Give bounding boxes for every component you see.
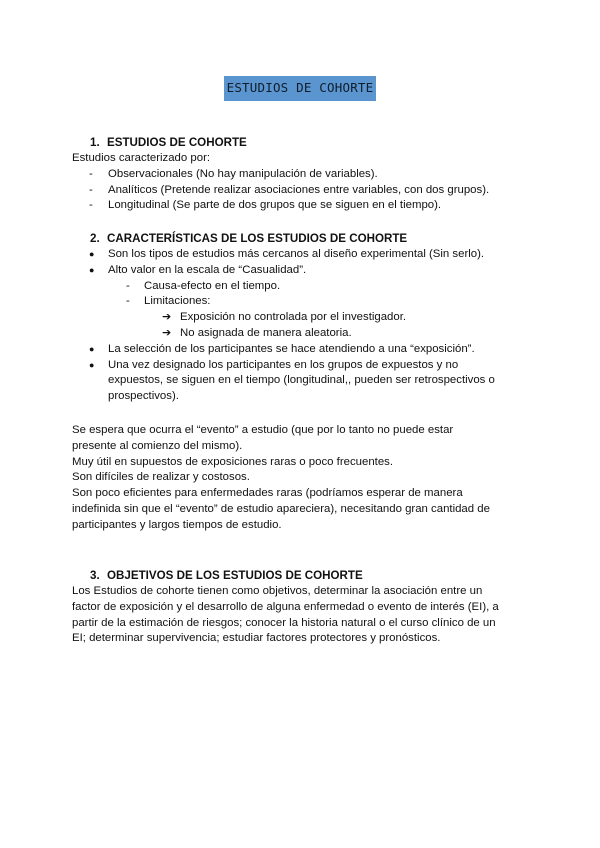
paragraph-line: Los Estudios de cohorte tienen como objetivos, determinar la asociación entre un xyxy=(72,585,483,597)
bullet-icon: ● xyxy=(89,343,95,354)
paragraph-line: participantes y largos tiempos de estudio. xyxy=(72,518,282,531)
paragraph-line: presente al comienzo del mismo). xyxy=(72,439,243,452)
section-2-heading xyxy=(72,231,532,247)
arrow-right-icon: ➔ xyxy=(162,326,172,339)
section-3-heading xyxy=(72,568,532,584)
list-item xyxy=(72,358,532,405)
bullet-icon: ● xyxy=(89,264,95,275)
section-3-number: 3. xyxy=(90,569,100,582)
list-item-text: Longitudinal (Se parte de dos grupos que se siguen en el tiempo). xyxy=(108,199,442,212)
sub-list-item xyxy=(72,279,532,295)
paragraph-line: Muy útil en supuestos de exposiciones raras o poco frecuentes. xyxy=(72,455,394,468)
section-1-number: 1. xyxy=(90,136,100,149)
list-item-text: Alto valor en la escala de “Casualidad”. xyxy=(108,263,307,276)
list-item-text: Analíticos (Pretende realizar asociaciones entre variables, con dos grupos). xyxy=(108,183,490,196)
list-item xyxy=(72,247,532,263)
arrow-right-icon: ➔ xyxy=(162,311,172,324)
list-item xyxy=(72,342,532,358)
section-2-number: 2. xyxy=(90,232,100,245)
dash-marker: - xyxy=(89,183,93,196)
sub-list-item-text: Limitaciones: xyxy=(144,295,211,308)
section-1-list xyxy=(72,167,532,214)
title-container xyxy=(0,76,600,101)
list-item-text-line: prospectivos). xyxy=(108,390,179,403)
list-item xyxy=(72,263,532,342)
paragraph-line: indefinida sin que el “evento” de estudio apareciera), necesitando gran cantidad de xyxy=(72,502,490,515)
sub-list xyxy=(108,279,532,311)
dash-marker: - xyxy=(126,295,130,308)
dash-marker: - xyxy=(89,199,93,212)
section-1 xyxy=(72,135,532,214)
notes-paragraph xyxy=(72,423,532,534)
arrow-list-item xyxy=(72,326,532,342)
bullet-icon: ● xyxy=(89,359,95,370)
paragraph-line: Son poco eficientes para enfermedades raras (podríamos esperar de manera xyxy=(72,487,463,500)
paragraph-line: Son difíciles de realizar y costosos. xyxy=(72,471,250,484)
arrow-list-item-text: Exposición no controlada por el investigador. xyxy=(180,311,407,324)
list-item xyxy=(72,198,532,214)
document-title: ESTUDIOS DE COHORTE xyxy=(224,76,377,101)
list-item xyxy=(72,183,532,199)
section-2-heading-text: CARACTERÍSTICAS DE LOS ESTUDIOS DE COHORTE xyxy=(107,232,408,245)
list-item xyxy=(72,167,532,183)
section-2 xyxy=(72,231,532,405)
dash-marker: - xyxy=(126,279,130,292)
arrow-list-item xyxy=(72,310,532,326)
paragraph-line: factor de exposición y el desarrollo de alguna enfermedad o evento de interés (EI), a xyxy=(72,600,499,613)
paragraph-line: Se espera que ocurra el “evento” a estudio (que por lo tanto no puede estar xyxy=(72,424,454,436)
bullet-icon: ● xyxy=(89,249,95,259)
arrow-list-item-text: No asignada de manera aleatoria. xyxy=(180,326,352,339)
list-item-text-line: expuestos, se siguen en el tiempo (longitudinal,, pueden ser retrospectivos o xyxy=(108,374,495,387)
section-1-intro: Estudios caracterizado por: xyxy=(72,152,211,164)
list-item-text: Son los tipos de estudios más cercanos al diseño experimental (Sin serlo). xyxy=(108,248,485,260)
section-1-heading-text: ESTUDIOS DE COHORTE xyxy=(107,136,247,149)
paragraph-line: partir de la estimación de riesgos; conocer la historia natural o el curso clínico de un xyxy=(72,616,496,629)
list-item-text: Observacionales (No hay manipulación de variables). xyxy=(108,167,378,180)
section-2-list xyxy=(72,247,532,405)
paragraph-line: EI; determinar supervivencia; estudiar factores protectores y pronósticos. xyxy=(72,632,441,645)
sub-list-item-text: Causa-efecto en el tiempo. xyxy=(144,279,281,292)
arrow-list xyxy=(108,310,532,342)
section-1-heading xyxy=(72,135,532,151)
section-3 xyxy=(72,568,532,647)
list-item-text: La selección de los participantes se hace atendiendo a una “exposición”. xyxy=(108,342,475,355)
dash-marker: - xyxy=(89,167,93,180)
list-item-text-line: Una vez designado los participantes en los grupos de expuestos y no xyxy=(108,358,459,371)
section-3-heading-text: OBJETIVOS DE LOS ESTUDIOS DE COHORTE xyxy=(107,569,363,582)
sub-list-item xyxy=(72,294,532,310)
